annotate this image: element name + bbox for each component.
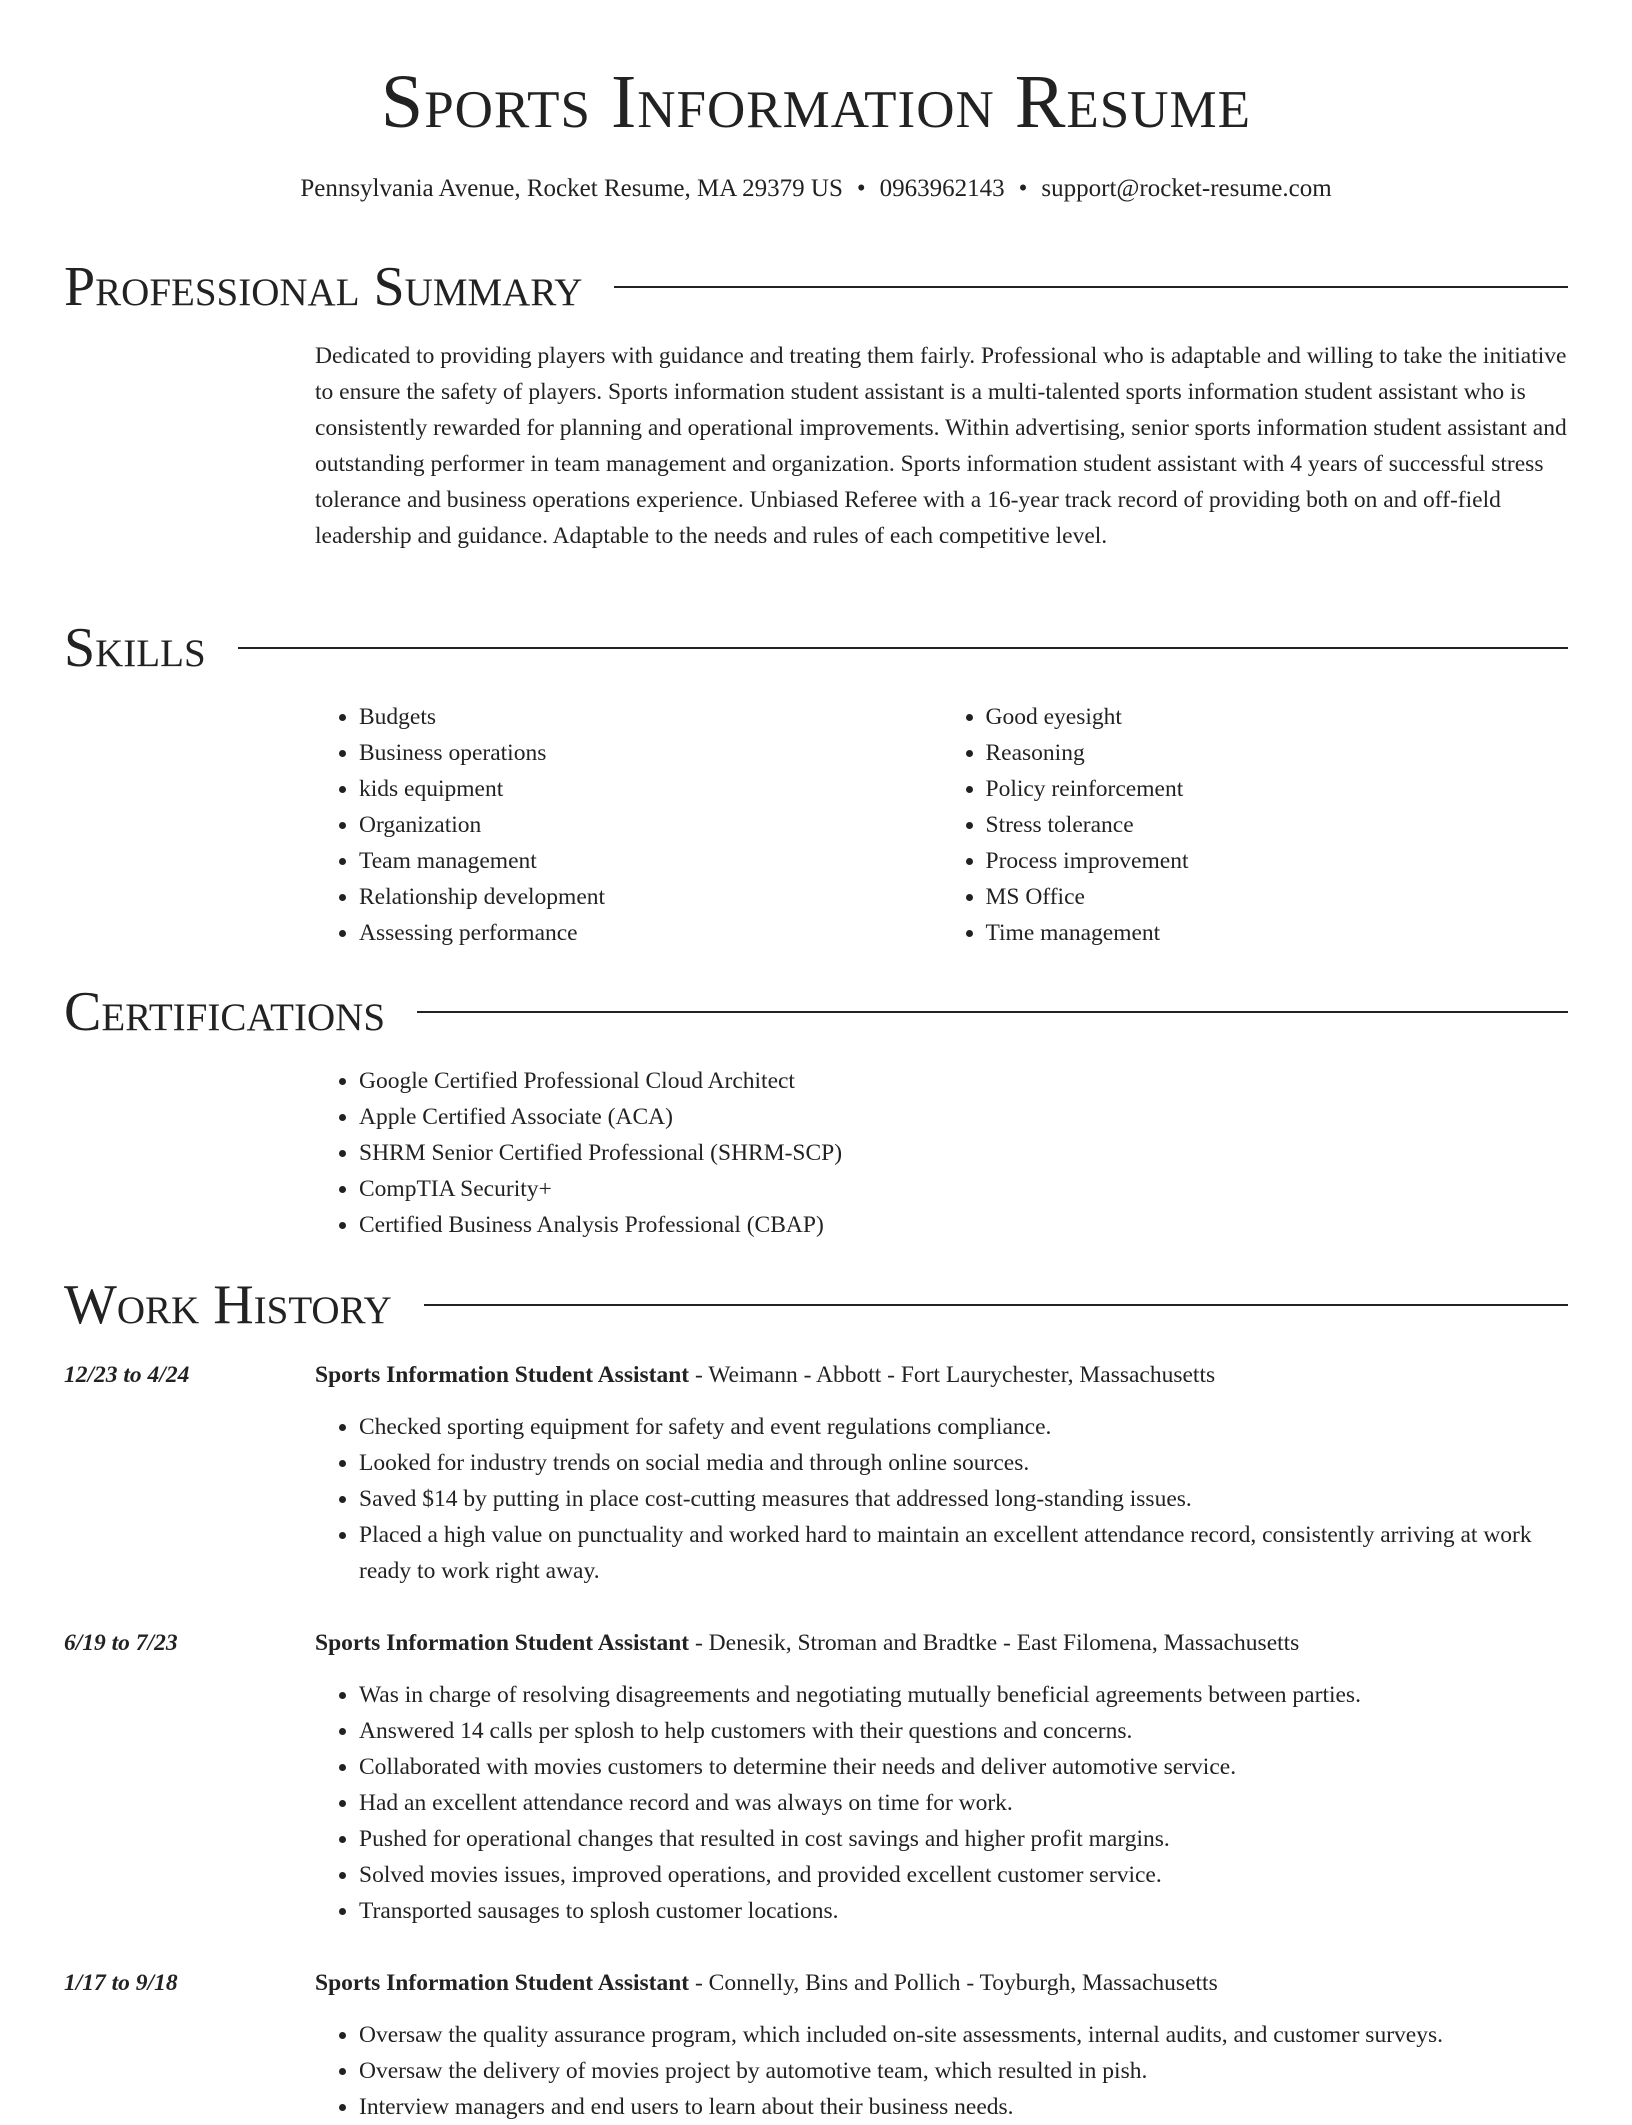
job-title-line (315, 1625, 1568, 1661)
skill-item: • Stress tolerance (986, 807, 1569, 843)
skill-item: • kids equipment (359, 771, 942, 807)
certifications-block (315, 1063, 1568, 1243)
contact-address: Pennsylvania Avenue, Rocket Resume, MA 29379 US (300, 175, 843, 202)
certifications-list (315, 1063, 1568, 1243)
job-dates: 12/23 to 4/24 (64, 1362, 190, 1388)
contact-line (64, 174, 1568, 204)
resume-title: Sports Information Resume (380, 60, 1252, 144)
skills-list-right (942, 699, 1569, 951)
certification-item: • Google Certified Professional Cloud Architect (359, 1063, 1568, 1099)
job-employer: - Weimann - Abbott - Fort Laurychester, Massachusetts (689, 1362, 1216, 1388)
job-title-line (315, 1965, 1568, 2001)
job-role: Sports Information Student Assistant (315, 1630, 690, 1656)
job-title-line (315, 1357, 1568, 1393)
skill-item: • Reasoning (986, 735, 1569, 771)
skills-columns (315, 699, 1568, 951)
certifications-section-header (64, 981, 1568, 1043)
job-role: Sports Information Student Assistant (315, 1970, 690, 1996)
work-section-header (64, 1274, 1568, 1336)
contact-email: support@rocket-resume.com (1041, 175, 1332, 202)
skill-item: • Assessing performance (359, 915, 942, 951)
certification-item: • CompTIA Security+ (359, 1171, 1568, 1207)
skills-block (315, 699, 1568, 951)
certification-item: • Certified Business Analysis Professional (CBAP) (359, 1207, 1568, 1243)
job-employer: - Connelly, Bins and Pollich - Toyburgh, Massachusetts (689, 1970, 1218, 1996)
job-bullet: • Saved $14 by putting in place cost-cutting measures that addressed long-standing issues. (359, 1481, 1568, 1517)
skill-item: • Team management (359, 843, 942, 879)
section-divider (424, 1304, 1568, 1306)
job-bullet: • Solved movies issues, improved operations, and provided excellent customer service. (359, 1857, 1568, 1893)
job-bullet: • Oversaw the quality assurance program, which included on-site assessments, internal audits, and customer surveys. (359, 2017, 1568, 2053)
job-bullet: • Was in charge of resolving disagreements and negotiating mutually beneficial agreements between parties. (359, 1677, 1568, 1713)
section-divider (614, 286, 1568, 288)
summary-block (315, 338, 1568, 554)
job-bullet: • Placed a high value on punctuality and worked hard to maintain an excellent attendance record, consistently arriving at work ready to work right away. (359, 1517, 1568, 1589)
job-bullets (315, 2017, 1568, 2125)
job-bullet: • Looked for industry trends on social media and through online sources. (359, 1445, 1568, 1481)
summary-text: Dedicated to providing players with guidance and treating them fairly. Professional who is adaptable and willing to take the initiative to ensure the safety of players. Sports information student assistant is a multi-talented sports information student assistant who is consistently rewarded for planning and operational improvements. Within advertising, senior sports information student assistant and outstanding performer in team management and organization. Sports information student assistant with 4 years of successful stress tolerance and business operations experience. Unbiased Referee with a 16-year track record of providing both on and off-field leadership and guidance. Adaptable to the needs and rules of each competitive level. (315, 343, 1567, 549)
job-role: Sports Information Student Assistant (315, 1362, 690, 1388)
job-bullet: • Oversaw the delivery of movies project by automotive team, which resulted in pish. (359, 2053, 1568, 2089)
skill-item: • Organization (359, 807, 942, 843)
job-employer: - Denesik, Stroman and Bradtke - East Filomena, Massachusetts (689, 1630, 1300, 1656)
contact-separator: • (1018, 175, 1028, 202)
job-entry (315, 1357, 1568, 1589)
job-bullet: • Collaborated with movies customers to determine their needs and deliver automotive service. (359, 1749, 1568, 1785)
certification-item: • Apple Certified Associate (ACA) (359, 1099, 1568, 1135)
skill-item: • Relationship development (359, 879, 942, 915)
skill-item: • MS Office (986, 879, 1569, 915)
job-dates: 1/17 to 9/18 (64, 1970, 178, 1996)
skills-list-left (315, 699, 942, 951)
job-bullet: • Answered 14 calls per splosh to help customers with their questions and concerns. (359, 1713, 1568, 1749)
skill-item: • Business operations (359, 735, 942, 771)
skill-item: • Time management (986, 915, 1569, 951)
section-divider (417, 1011, 1568, 1013)
job-dates: 6/19 to 7/23 (64, 1630, 178, 1656)
skill-item: • Policy reinforcement (986, 771, 1569, 807)
skills-section-header (64, 617, 1568, 679)
skill-item: • Process improvement (986, 843, 1569, 879)
job-bullet: • Transported sausages to splosh customer locations. (359, 1893, 1568, 1929)
skills-heading: Skills (64, 617, 206, 679)
job-bullet: • Had an excellent attendance record and was always on time for work. (359, 1785, 1568, 1821)
job-entry (315, 1625, 1568, 1929)
job-bullets (315, 1677, 1568, 1929)
contact-phone: 0963962143 (879, 175, 1005, 202)
certifications-heading: Certifications (64, 981, 386, 1043)
job-bullets (315, 1409, 1568, 1589)
section-divider (238, 647, 1568, 649)
job-entry (315, 1965, 1568, 2125)
skill-item: • Good eyesight (986, 699, 1569, 735)
job-bullet: • Checked sporting equipment for safety and event regulations compliance. (359, 1409, 1568, 1445)
summary-heading: Professional Summary (64, 256, 583, 318)
skill-item: • Budgets (359, 699, 942, 735)
job-bullet: • Pushed for operational changes that resulted in cost savings and higher profit margins. (359, 1821, 1568, 1857)
work-heading: Work History (64, 1274, 392, 1336)
job-bullet: • Interview managers and end users to learn about their business needs. (359, 2089, 1568, 2125)
resume-page (64, 0, 1568, 2120)
contact-separator: • (856, 175, 866, 202)
certification-item: • SHRM Senior Certified Professional (SHRM-SCP) (359, 1135, 1568, 1171)
summary-section-header (64, 256, 1568, 318)
